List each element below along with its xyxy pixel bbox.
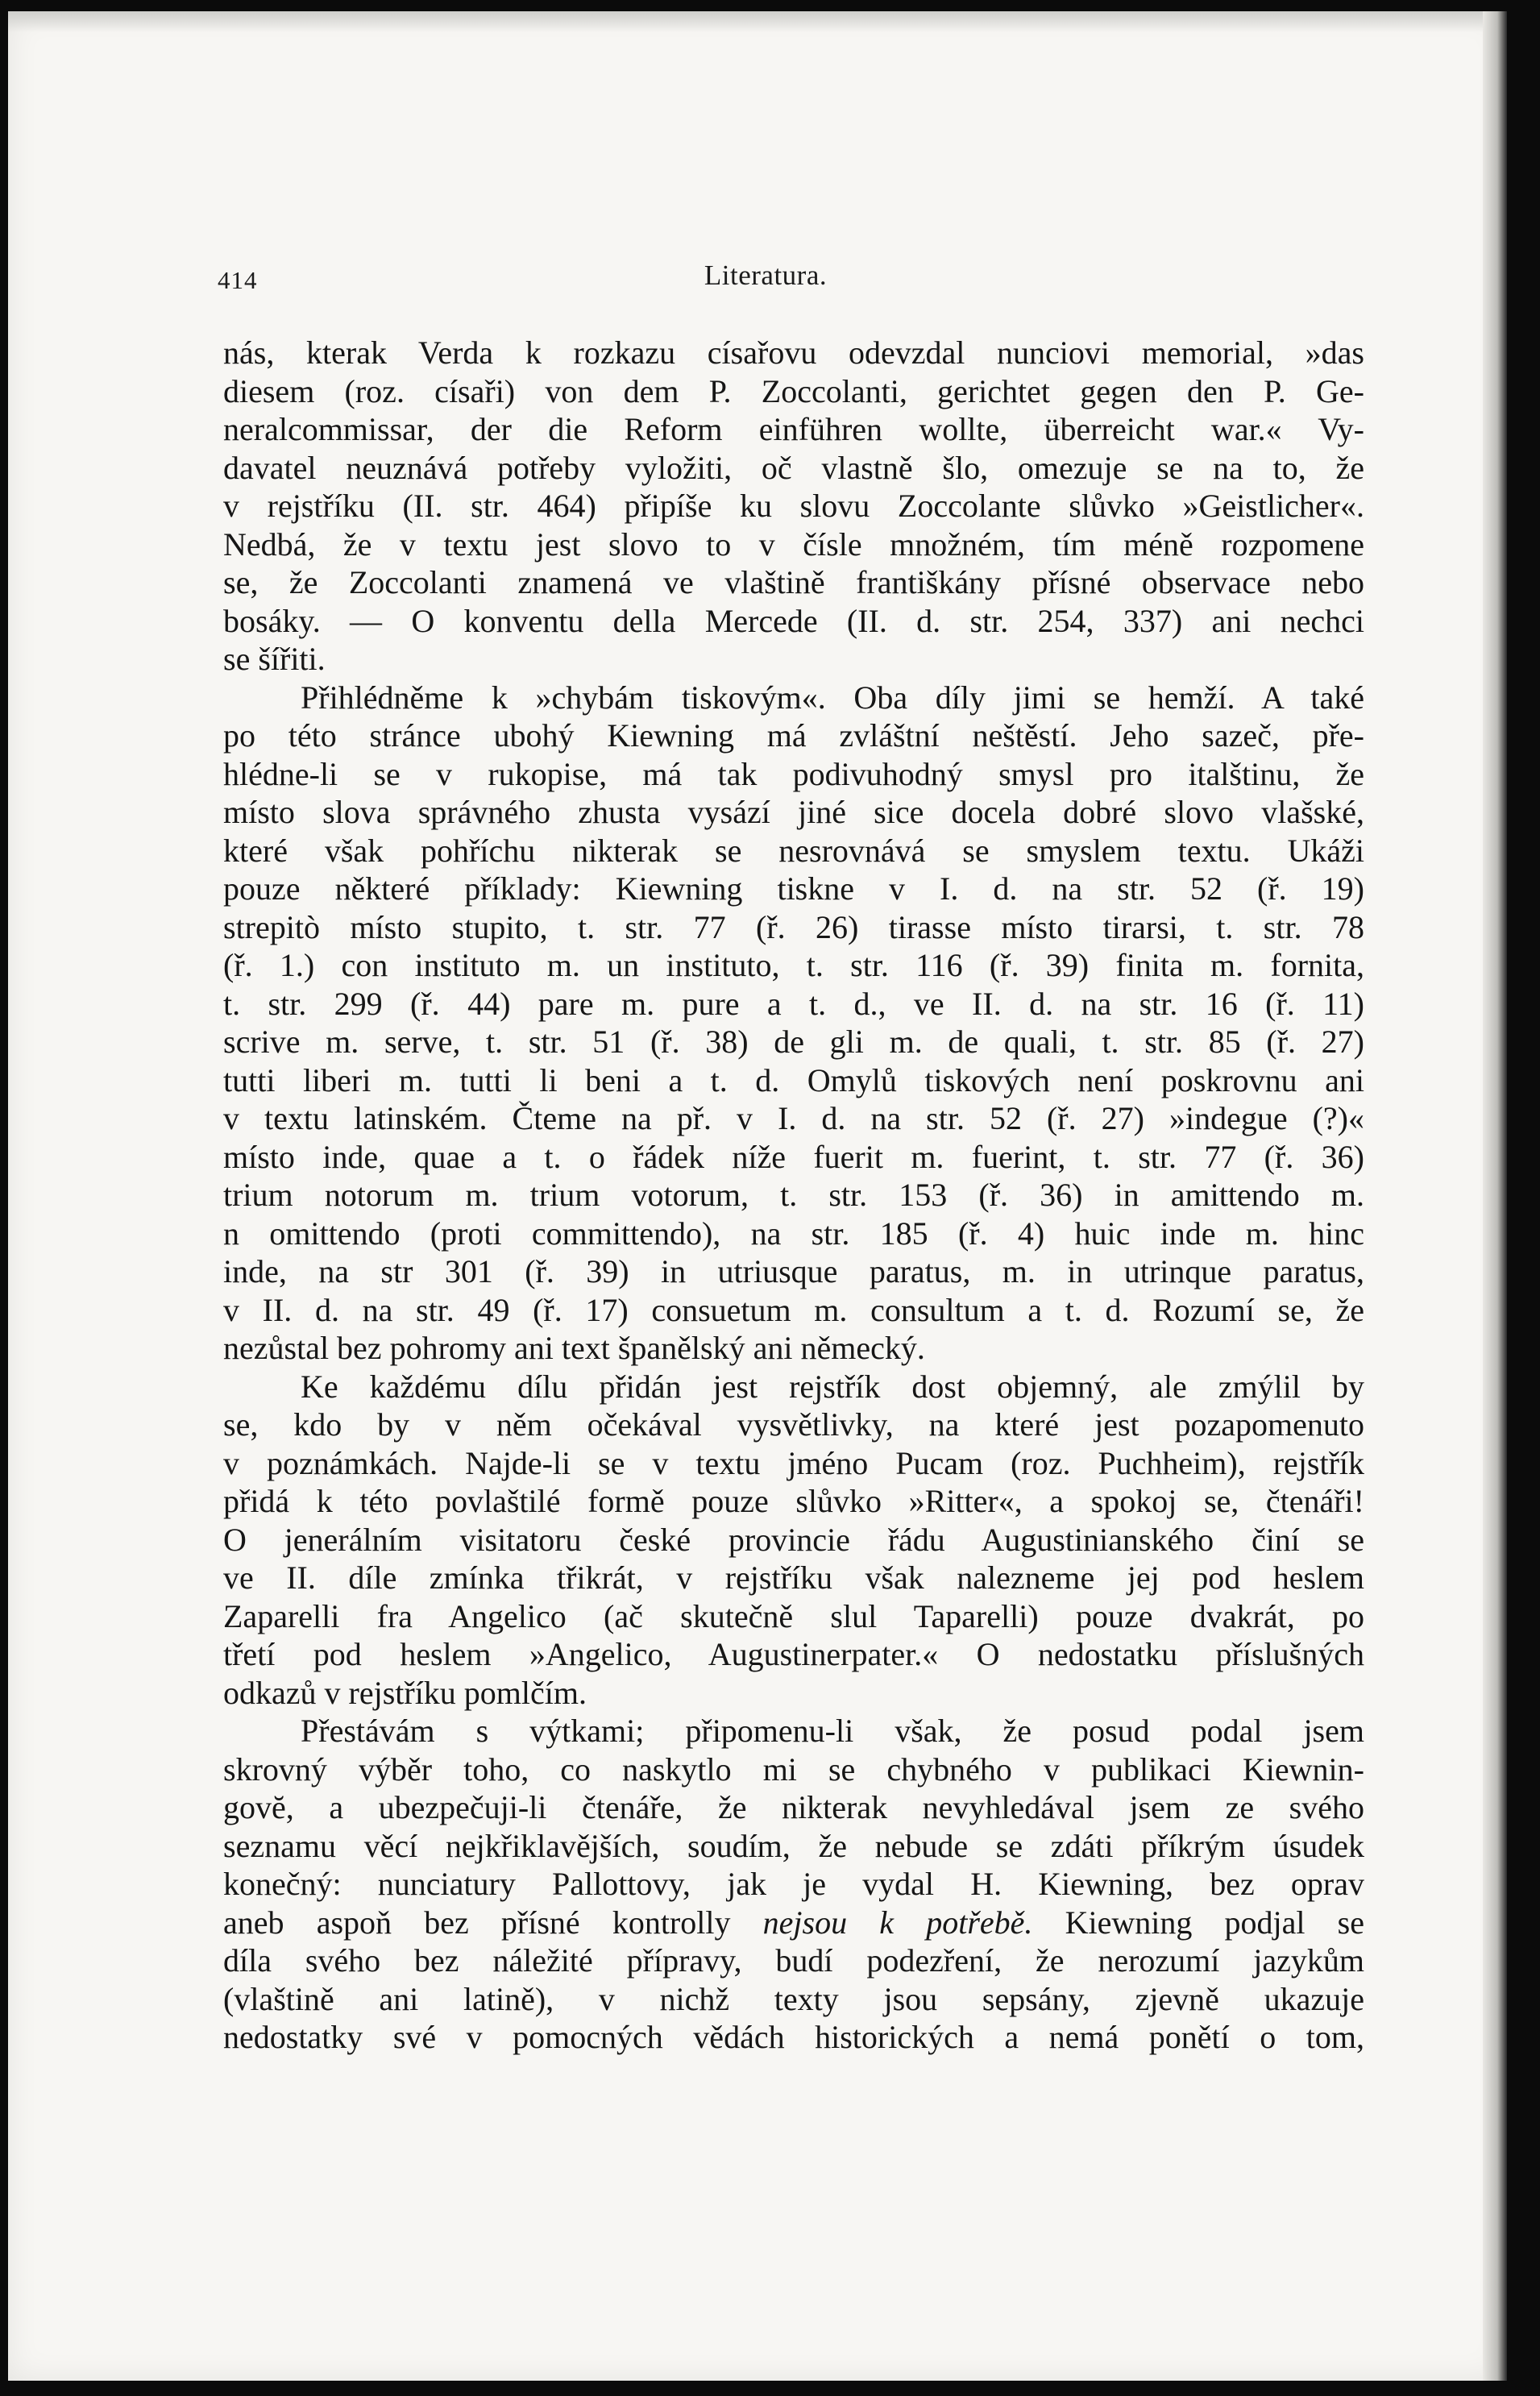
text-line: pouze některé příklady: Kiewning tiskne v I. d. na str. 52 (ř. 19) [223,870,1364,907]
text-line: Zaparelli fra Angelico (ač skutečně slul Taparelli) pouze dvakrát, po [223,1597,1364,1634]
text-line: diesem (roz. císaři) von dem P. Zoccolanti, gerichtet gegen den P. Ge- [223,372,1364,409]
page-number: 414 [218,266,258,294]
text-line: Nedbá, že v textu jest slovo to v čísle množném, tím méně rozpomene [223,525,1364,563]
text-line: po této stránce ubohý Kiewning má zvláštní neštěstí. Jeho sazeč, pře- [223,717,1364,754]
text-line: neralcommissar, der die Reform einführen wollte, überreicht war.« Vy- [223,411,1364,447]
text-run: Kiewning podjal se [1032,1904,1365,1941]
text-line: nás, kterak Verda k rozkazu císařovu odevzdal nunciovi memorial, »das [223,334,1364,371]
text-line: v II. d. na str. 49 (ř. 17) consuetum m. consultum a t. d. Rozumí se, že [223,1291,1364,1328]
text-line: tutti liberi m. tutti li beni a t. d. Omylů tiskových není poskrovnu ani [223,1061,1364,1098]
text-line: scrive m. serve, t. str. 51 (ř. 38) de gli m. de quali, t. str. 85 (ř. 27) [223,1024,1364,1060]
text-line-paragraph-end: se šířiti. [223,641,326,677]
text-line-paragraph-end: odkazů v rejstříku pomlčím. [223,1674,587,1711]
page-binding-edge [1483,11,1507,2381]
text-line: inde, na str 301 (ř. 39) in utriusque paratus, m. in utrinque paratus, [223,1253,1364,1289]
text-line: přidá k této povlaštilé formě pouze slůvko »Ritter«, a spokoj se, čtenáři! [223,1483,1364,1519]
text-run: aneb aspoň bez přísné kontrolly [223,1904,763,1941]
text-line-with-italic [223,1904,1364,1942]
text-line: které však pohříchu nikterak se nesrovnává se smyslem textu. Ukáži [223,832,1364,869]
running-head [218,260,1314,300]
text-line: t. str. 299 (ř. 44) pare m. pure a t. d., ve II. d. na str. 16 (ř. 11) [223,985,1364,1022]
text-line: místo slova správného zhusta vysází jiné sice docela dobré slovo vlašské, [223,794,1364,830]
text-line: třetí pod heslem »Angelico, Augustinerpater.« O nedostatku příslušných [223,1636,1364,1672]
text-line: v rejstříku (II. str. 464) připíše ku slovu Zoccolante slůvko »Geistlicher«. [223,488,1364,524]
text-line: (vlaštině ani latině), v nichž texty jsou sepsány, zjevně ukazuje [223,1980,1364,2017]
text-line: O jenerálním visitatoru české provincie řádu Augustinianského činí se [223,1521,1364,1558]
italic-phrase: nejsou k potřebě. [762,1904,1033,1941]
page-top-shadow [8,11,1505,32]
text-line: ve II. díle zmínka třikrát, v rejstříku však nalezneme jej pod heslem [223,1559,1364,1596]
text-line: skrovný výběr toho, co naskytlo mi se chybného v publikaci Kiewnin- [223,1750,1364,1788]
text-line: hlédne-li se v rukopise, má tak podivuhodný smysl pro italštinu, že [223,755,1364,792]
text-line: v poznámkách. Najde-li se v textu jméno Pucam (roz. Puchheim), rejstřík [223,1444,1364,1481]
page-header-title: Literatura. [704,260,828,291]
text-line-paragraph-end: nezůstal bez pohromy ani text španělský ani německý. [223,1330,925,1366]
text-line: bosáky. — O konventu della Mercede (II. d. str. 254, 337) ani nechci [223,602,1364,639]
text-line: seznamu věcí nejkřiklavějších, soudím, že nebude se zdáti příkrým úsudek [223,1827,1364,1864]
body-text [223,334,1364,2057]
text-line-paragraph-start: Přestávám s výtkami; připomenu-li však, že posud podal jsem [301,1713,1364,1749]
text-line: díla svého bez náležité přípravy, budí podezření, že nerozumí jazykům [223,1942,1364,1979]
text-line: govĕ, a ubezpečuji-li čtenáře, že nikterak nevyhledával jsem ze svého [223,1789,1364,1825]
text-line: konečný: nunciatury Pallottovy, jak je vydal H. Kiewning, bez oprav [223,1866,1364,1902]
text-line: místo inde, quae a t. o řádek níže fuerit m. fuerint, t. str. 77 (ř. 36) [223,1138,1364,1175]
text-line-paragraph-start: Ke každému dílu přidán jest rejstřík dost objemný, ale zmýlil by [301,1368,1364,1405]
text-line-paragraph-start: Přihlédněme k »chybám tiskovým«. Oba díly jimi se hemží. A také [301,679,1364,716]
text-line: davatel neuznává potřeby vyložiti, oč vlastně šlo, omezuje se na to, že [223,449,1364,486]
text-line: (ř. 1.) con instituto m. un instituto, t. str. 116 (ř. 39) finita m. fornita, [223,947,1364,983]
text-line: se, kdo by v něm očekával vysvětlivky, na které jest pozapomenuto [223,1406,1364,1443]
text-line: trium notorum m. trium votorum, t. str. 153 (ř. 36) in amittendo m. [223,1177,1364,1213]
text-line: strepitò místo stupito, t. str. 77 (ř. 26) tirasse místo tirarsi, t. str. 78 [223,908,1364,945]
text-line: v textu latinském. Čteme na př. v I. d. na str. 52 (ř. 27) »indegue (?)« [223,1100,1364,1136]
text-line: se, že Zoccolanti znamená ve vlaštině františkány přísné observace nebo [223,564,1364,600]
text-line: nedostatky své v pomocných vědách historických a nemá ponětí o tom, [223,2019,1364,2055]
text-line: n omittendo (proti committendo), na str. 185 (ř. 4) huic inde m. hinc [223,1215,1364,1252]
